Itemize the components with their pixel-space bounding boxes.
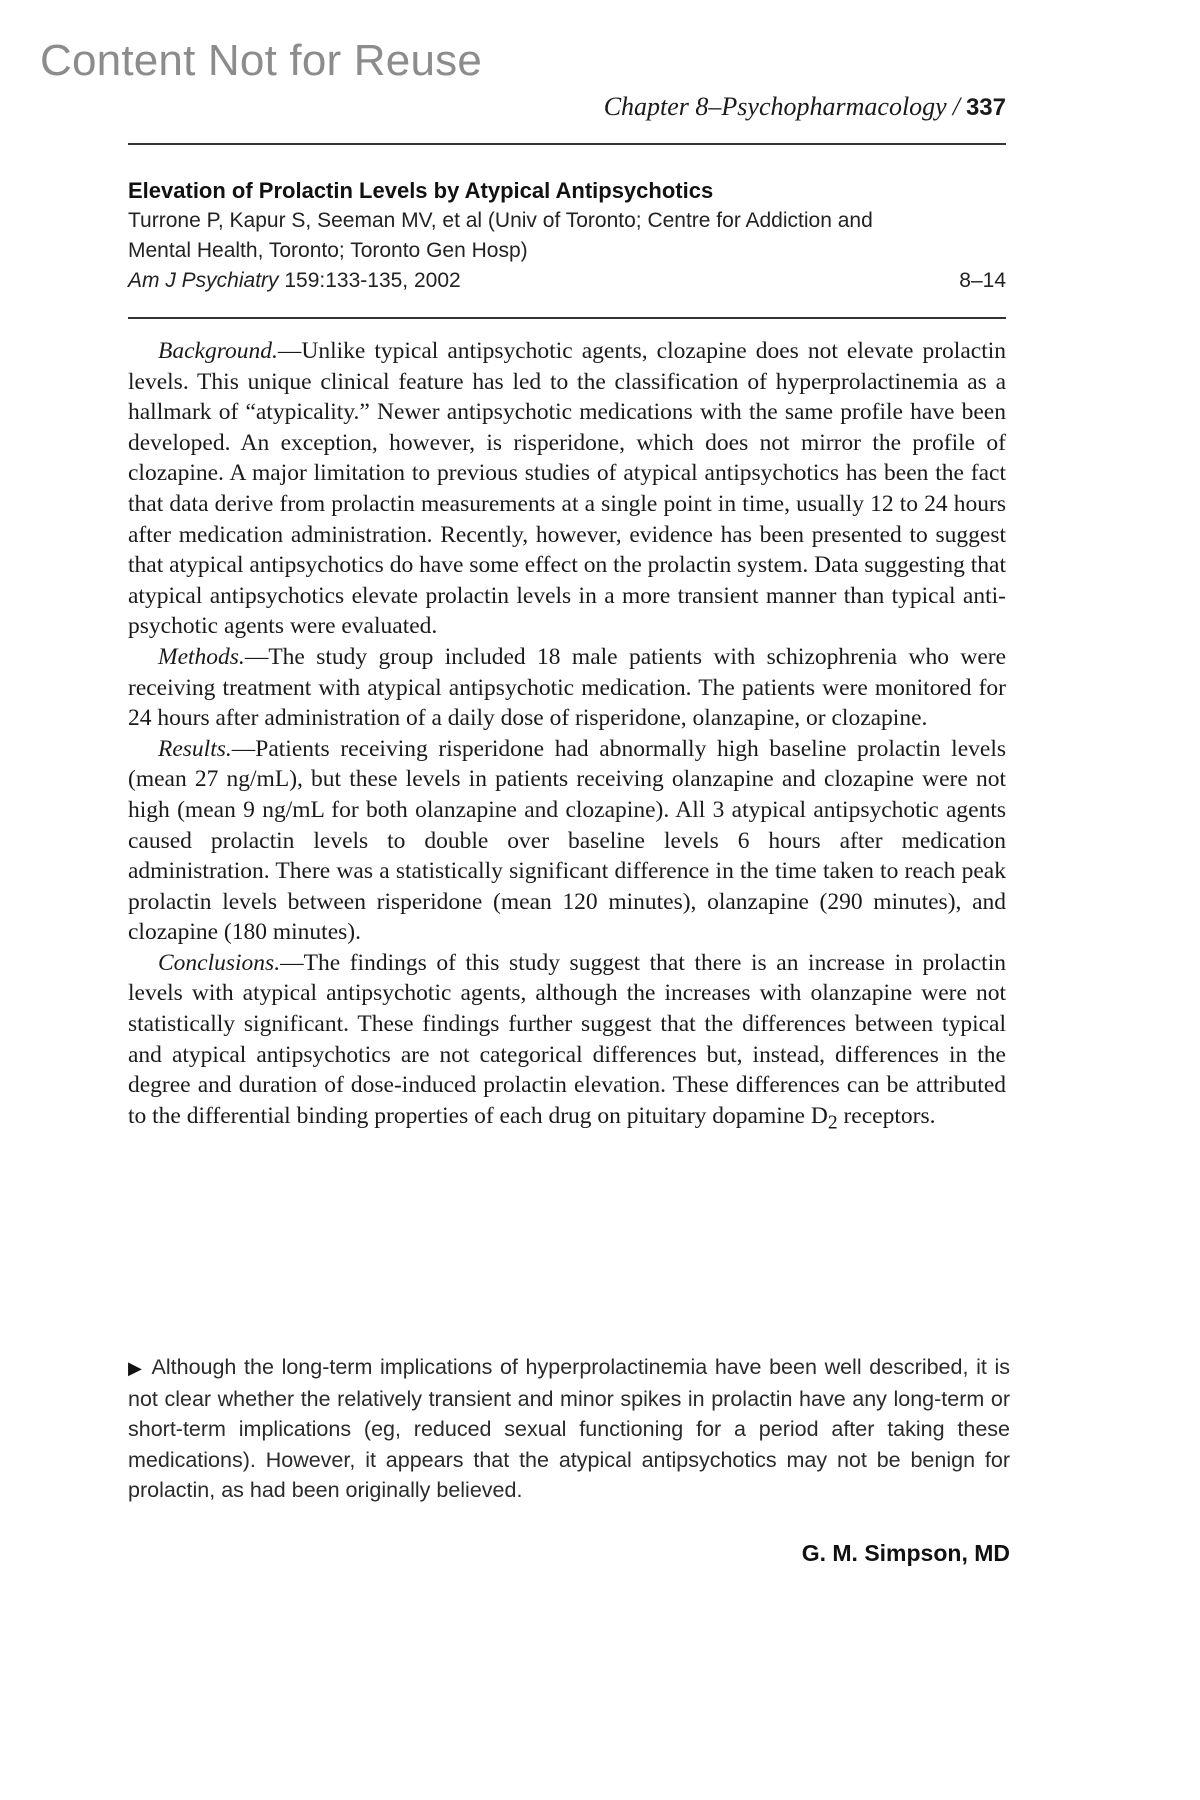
chapter-title: Chapter 8–Psychopharmacology [603,92,947,121]
background-label: Background. [158,338,278,364]
commentary-signature: G. M. Simpson, MD [801,1540,1010,1566]
results-text: —Patients receiving risperidone had abnormally high baseline prolactin levels (mean 27 ng/mL), but these levels in patients receiving olanzapine and clozapine were not high (mean 9 ng/mL for both olanzapine and clozapine). All 3 atypical antipsychotic agents caused prolactin levels to double over baseline levels 6 hours after medication administration. There was a statistically significant difference in the time taken to reach peak prolactin levels between risperidone (mean 120 minutes), olanzapine (290 minutes), and clozapine (180 minutes). [128,735,1006,946]
commentary-text: Although the long-term implications of hyperprolactinemia have been well described, it is not clear whether the relatively transient and minor spikes in prolactin have any long-term or short-term implications (eg, reduced sexual functioning for a period after taking these medications). However, it appears that the atypical antipsychotics may not be benign for prolactin, as had been originally believed. [128,1355,1011,1503]
conclusions-paragraph [128,948,1006,1139]
journal-volume-pages: 159:133-135, 2002 [278,269,461,292]
watermark-text: Content Not for Reuse [40,36,482,85]
background-text: —Unlike typical antipsychotic agents, clozapine does not elevate prolactin levels. This unique clinical feature has led to the classification of hyperprolactinemia as a hallmark of “atypicality.” Newer antipsychotic medications with the same profile have been developed. An exception, however, is risperidone, which does not mirror the profile of clozapine. A major limitation to previous studies of atypical antipsychotics has been the fact that data derive from prolactin measurements at a single point in time, usually 12 to 24 hours after medication administration. Recently, however, evidence has been presented to suggest that atypical antipsychotics do have some effect on the prolactin system. Data suggesting that atypical antipsychotics elevate prolactin levels in a more transient manner than typical antipsychotic agents were evaluated. [128,338,1006,640]
article-id: 8–14 [959,269,1006,292]
triangle-bullet-icon: ▶ [128,1358,144,1378]
journal-citation [128,266,461,296]
journal-row [128,266,1006,296]
subscript-two: 2 [827,1112,838,1134]
methods-text: —The study group included 18 male patients with schizophrenia who were receiving treatment with atypical antipsychotic medication. The patients were monitored for 24 hours after administration of a daily dose of risperidone, olanzapine, or clozapine. [128,643,1006,732]
running-head [128,92,1006,122]
background-paragraph [128,336,1006,642]
conclusions-label: Conclusions. [158,949,281,976]
journal-name: Am J Psychiatry [128,269,279,292]
conclusions-text: —The findings of this study suggest that there is an increase in prolactin levels with atypical antipsychotic agents, although the increases with olanzapine were not statistically significant. These findings further suggest that the differences between typical and atypical antipsychotics are not categorical differences but, instead, differences in the degree and duration of dose-induced prolactin elevation. These differences can be attributed to the differential binding properties of each drug on pituitary dopamine D [128,949,1006,1129]
conclusions-tail: receptors. [837,1102,936,1129]
results-paragraph [128,734,1006,948]
running-head-separator: / [952,92,960,121]
citation-block [128,176,1006,296]
page-number: 337 [965,94,1006,121]
methods-paragraph [128,642,1006,734]
results-label: Results. [158,735,232,762]
bottom-divider [128,317,1006,319]
article-title: Elevation of Prolactin Levels by Atypical Antipsychotics [128,178,714,203]
methods-label: Methods. [158,643,245,670]
abstract [128,336,1006,1139]
authors-line-2: Mental Health, Toronto; Toronto Gen Hosp) [128,239,528,262]
authors-line-1: Turrone P, Kapur S, Seeman MV, et al (Univ of Toronto; Centre for Addiction and [128,209,873,232]
commentary [128,1352,1010,1506]
top-divider [128,143,1006,145]
